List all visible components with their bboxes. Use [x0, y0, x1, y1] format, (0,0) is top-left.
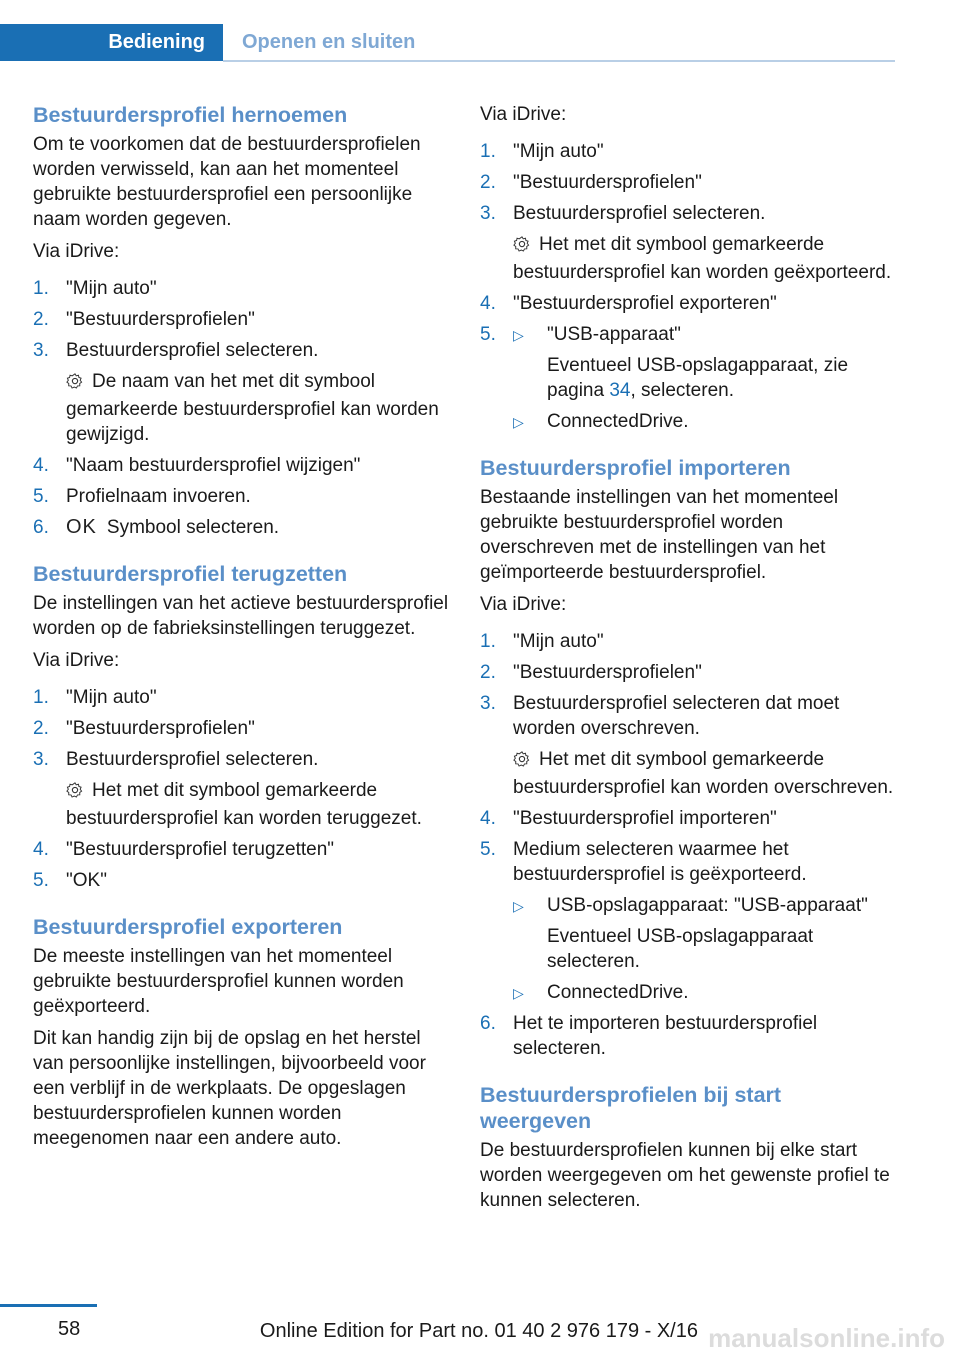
gear-icon — [513, 750, 533, 775]
gear-icon — [66, 781, 86, 806]
step-text: Het te importeren bestuurdersprofiel selecteren. — [513, 1013, 818, 1059]
step-number: 5. — [480, 324, 496, 345]
tab-underline — [223, 60, 895, 62]
bullet-note-text: , selecteren. — [630, 380, 734, 401]
step-note — [66, 778, 451, 831]
list-item — [480, 691, 898, 800]
gear-icon — [66, 372, 86, 397]
steps-list — [480, 629, 898, 1061]
step-text: "Mijn auto" — [66, 278, 157, 299]
list-item — [33, 685, 451, 710]
paragraph: Bestaande instellingen van het momenteel gebruikte bestuurdersprofiel worden overschreven met de instellingen van het geïmporteerde bestuurdersprofiel. — [480, 487, 839, 583]
section-title-weergeven: Bestuurdersprofielen bij start weergeven — [480, 1083, 782, 1133]
paragraph: De meeste instellingen van het momenteel gebruikte bestuurdersprofiel kunnen worden geëxporteerd. — [33, 946, 404, 1017]
steps-list — [33, 276, 451, 540]
list-item — [480, 660, 898, 685]
paragraph: De bestuurdersprofielen kunnen bij elke start worden weergegeven om het gewenste profiel te kunnen selecteren. — [480, 1140, 890, 1211]
bullet-list — [513, 322, 898, 434]
section-title-terugzetten: Bestuurdersprofiel terugzetten — [33, 562, 348, 586]
step-number: 6. — [480, 1013, 496, 1034]
step-number: 4. — [33, 455, 49, 476]
list-item — [480, 629, 898, 654]
step-number: 1. — [480, 631, 496, 652]
step-number: 2. — [480, 662, 496, 683]
step-note-text: Het met dit symbool gemarkeerde bestuurdersprofiel kan worden overschreven. — [513, 749, 894, 798]
tab-openen-en-sluiten[interactable]: Openen en sluiten — [242, 31, 416, 53]
step-text: Medium selecteren waarmee het bestuurdersprofiel is geëxporteerd. — [513, 839, 807, 885]
step-text: "Bestuurdersprofielen" — [66, 718, 255, 739]
list-item — [480, 201, 898, 285]
list-item — [480, 139, 898, 164]
bullet-note — [547, 353, 898, 403]
step-note-text: De naam van het met dit symbool gemarkeerde bestuurdersprofiel kan worden gewijzigd. — [66, 371, 439, 445]
step-number: 2. — [33, 309, 49, 330]
step-number: 2. — [480, 172, 496, 193]
watermark: manualsonline.info — [708, 1323, 945, 1353]
step-number: 2. — [33, 718, 49, 739]
list-item — [480, 837, 898, 1005]
list-item — [33, 837, 451, 862]
ok-icon: OK — [66, 516, 97, 538]
triangle-icon: ▷ — [513, 985, 524, 1001]
step-number: 3. — [480, 203, 496, 224]
paragraph: De instellingen van het actieve bestuurdersprofiel worden op de fabrieksinstellingen teruggezet. — [33, 593, 449, 639]
list-item — [480, 322, 898, 434]
step-text: "Bestuurdersprofiel importeren" — [513, 808, 777, 829]
bullet-item — [513, 322, 898, 403]
section-title-importeren: Bestuurdersprofiel importeren — [480, 456, 791, 480]
step-number: 5. — [480, 839, 496, 860]
via-idrive: Via iDrive: — [33, 241, 120, 262]
bullet-list — [513, 893, 898, 1005]
step-number: 3. — [33, 340, 49, 361]
bullet-item — [513, 409, 898, 434]
page-number: 58 — [58, 1318, 81, 1340]
header-tabs — [0, 24, 895, 61]
step-number: 4. — [480, 808, 496, 829]
step-number: 4. — [480, 293, 496, 314]
bullet-note-text: Eventueel USB-opslagapparaat, zie pagina — [547, 355, 849, 401]
via-idrive: Via iDrive: — [480, 594, 567, 615]
step-text: "Bestuurdersprofielen" — [513, 172, 702, 193]
tab-bediening[interactable]: Bediening — [0, 24, 223, 61]
page-link[interactable]: 34 — [609, 380, 631, 401]
list-item — [33, 868, 451, 893]
list-item — [480, 806, 898, 831]
triangle-icon: ▷ — [513, 414, 524, 430]
step-number: 4. — [33, 839, 49, 860]
gear-icon — [513, 235, 533, 260]
step-number: 1. — [480, 141, 496, 162]
step-number: 5. — [33, 870, 49, 891]
list-item — [33, 453, 451, 478]
step-number: 3. — [480, 693, 496, 714]
step-text: Profielnaam invoeren. — [66, 486, 251, 507]
steps-list — [33, 685, 451, 893]
step-text: "Mijn auto" — [66, 687, 157, 708]
list-item — [33, 276, 451, 301]
step-note — [513, 232, 898, 285]
step-text: Bestuurdersprofiel selecteren dat moet worden overschreven. — [513, 693, 840, 739]
bullet-item — [513, 980, 898, 1005]
via-idrive: Via iDrive: — [33, 650, 120, 671]
step-text: "OK" — [66, 870, 107, 891]
list-item — [33, 515, 451, 540]
bullet-item — [513, 893, 898, 974]
step-text: "Naam bestuurdersprofiel wijzigen" — [66, 455, 361, 476]
paragraph: Om te voorkomen dat de bestuurdersprofielen worden verwisseld, kan aan het momenteel gebruikte bestuurdersprofiel een persoonlijke naam worden gegeven. — [33, 134, 421, 230]
section-title-exporteren: Bestuurdersprofiel exporteren — [33, 915, 343, 939]
step-text: "Mijn auto" — [513, 141, 604, 162]
step-text: Bestuurdersprofiel selecteren. — [66, 340, 319, 361]
right-column — [480, 102, 898, 1213]
step-note-text: Het met dit symbool gemarkeerde bestuurdersprofiel kan worden teruggezet. — [66, 780, 422, 829]
steps-list — [480, 139, 898, 434]
step-number: 1. — [33, 278, 49, 299]
bullet-text: ConnectedDrive. — [547, 411, 689, 432]
step-text: "Bestuurdersprofielen" — [513, 662, 702, 683]
edition-text: Online Edition for Part no. 01 40 2 976 179 - X/16 — [259, 1320, 698, 1342]
paragraph: Dit kan handig zijn bij de opslag en het herstel van persoonlijke instellingen, bijvoorbeeld voor een verblijf in de werkplaats. De opgeslagen bestuurdersprofielen kunnen worden meegenomen naar een andere auto. — [33, 1028, 426, 1149]
step-note — [66, 369, 451, 447]
step-number: 5. — [33, 486, 49, 507]
step-text: Bestuurdersprofiel selecteren. — [513, 203, 766, 224]
section-title-hernoemen: Bestuurdersprofiel hernoemen — [33, 103, 348, 127]
step-note-text: Het met dit symbool gemarkeerde bestuurdersprofiel kan worden geëxporteerd. — [513, 234, 892, 283]
list-item — [33, 484, 451, 509]
list-item — [33, 716, 451, 741]
step-text: "Bestuurdersprofiel exporteren" — [513, 293, 777, 314]
step-text: Bestuurdersprofiel selecteren. — [66, 749, 319, 770]
step-note — [513, 747, 898, 800]
bullet-text: ConnectedDrive. — [547, 982, 689, 1003]
list-item — [33, 747, 451, 831]
list-item — [33, 338, 451, 447]
bullet-note: Eventueel USB-opslagapparaat selecteren. — [547, 926, 814, 972]
triangle-icon: ▷ — [513, 898, 524, 914]
step-text: "Bestuurdersprofielen" — [66, 309, 255, 330]
list-item — [480, 1011, 898, 1061]
bullet-text: "USB-apparaat" — [547, 324, 681, 345]
footer-accent-line — [0, 1304, 97, 1307]
triangle-icon: ▷ — [513, 327, 524, 343]
step-number: 1. — [33, 687, 49, 708]
list-item — [480, 291, 898, 316]
step-text: "Mijn auto" — [513, 631, 604, 652]
step-text: Symbool selecteren. — [106, 517, 280, 538]
list-item — [33, 307, 451, 332]
step-number: 3. — [33, 749, 49, 770]
step-number: 6. — [33, 517, 49, 538]
bullet-text: USB-opslagapparaat: "USB-apparaat" — [547, 895, 868, 916]
step-text: "Bestuurdersprofiel terugzetten" — [66, 839, 335, 860]
via-idrive: Via iDrive: — [480, 104, 567, 125]
list-item — [480, 170, 898, 195]
left-column — [33, 102, 451, 1151]
